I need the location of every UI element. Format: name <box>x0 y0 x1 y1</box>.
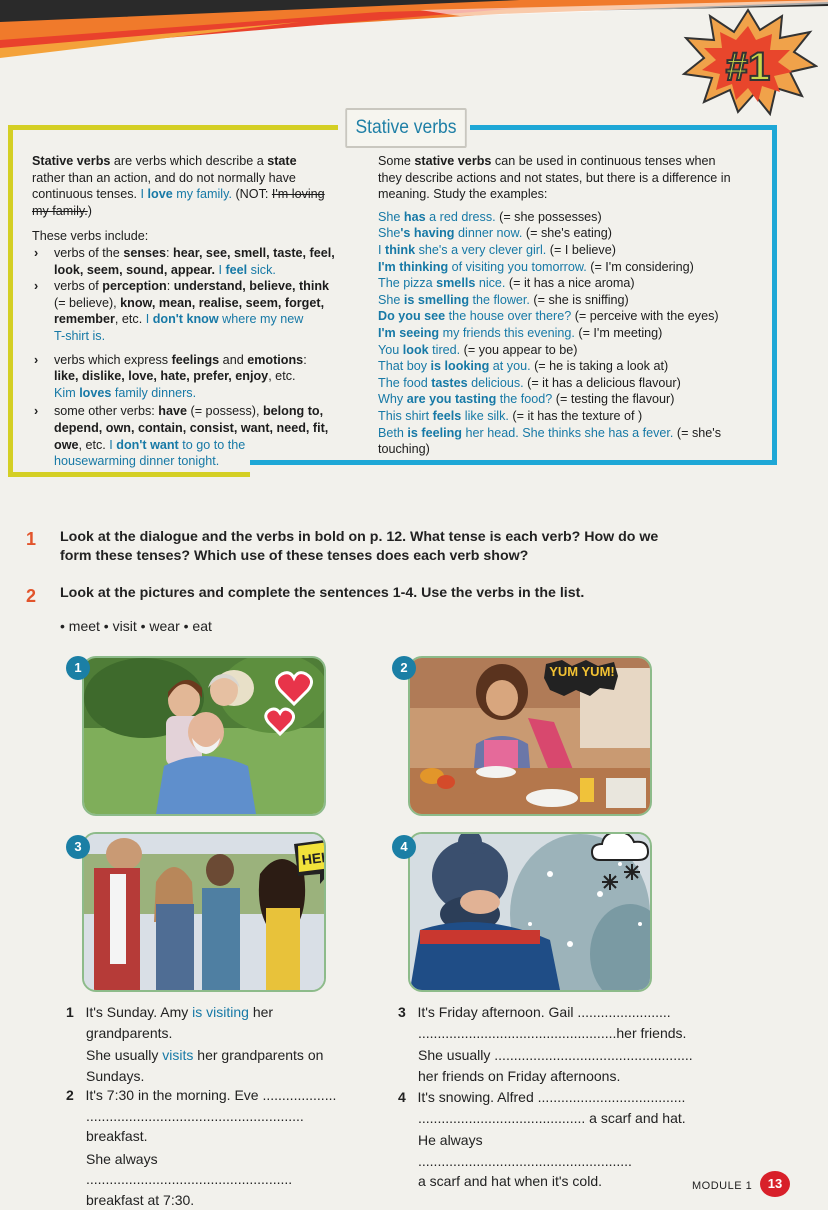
page-number: 13 <box>760 1171 790 1197</box>
frame-border-blue-top <box>470 125 777 130</box>
sentence-4: 4 It's snowing. Alfred ...................................... ........................................... a scarf and hat. He always ....................................................... a scarf and hat when it's cold. <box>398 1087 698 1192</box>
blank[interactable]: ........................................... a scarf and hat. <box>418 1109 686 1126</box>
exercise-1-number: 1 <box>26 529 37 549</box>
blank[interactable]: It's Friday afternoon. Gail ........................ <box>417 1004 671 1020</box>
frame-border-blue-right <box>772 125 777 465</box>
example-line: That boy is looking at you. (= he is taking a look at) <box>378 359 669 374</box>
example-line: I think she's a very clever girl. (= I believe) <box>378 242 616 257</box>
example-line: She is smelling the flower. (= she is sniffing) <box>378 292 629 307</box>
example-line: I'm thinking of visiting you tomorrow. (= I'm considering) <box>378 259 694 274</box>
picture-1-grandparents <box>82 656 326 816</box>
example-line: I'm seeing my friends this evening. (= I'm meeting) <box>378 325 663 340</box>
frame-border-yellow-top <box>8 125 338 130</box>
badge-text: #1 <box>725 45 771 89</box>
heart-stickers-icon <box>254 660 324 740</box>
exercise-1-instructions: Look at the dialogue and the verbs in bold on p. 12. What tense is each verb? How do we form these tenses? Which use of these tenses does each verb show? <box>60 529 659 564</box>
box-right-column: Some stative verbs can be used in continuous tenses when they describe actions and not states, but there is a difference in meaning. Study the examples: She has a red dress. (= she possesses) She's having dinner now. (= she's eating) I think she's a very clever girl. (= I believe) I'm thinking of visiting you tomorrow. (= I'm considering) The pizza smells nice. (= it has a nice aroma) She is smelling the flower. (= she is sniffing) Do you see the house over there? (= perceive with the eyes) I'm seeing my friends this evening. (= I'm meeting) You look tired. (= you appear to be) That boy is looking at you. (= he is taking a look at) The food tastes delicious. (= it has a delicious flavour) Why are you tasting the food? (= testing the flavour) This shirt feels like silk. (= it has the texture of ) Beth is feeling her head. She thinks she has a fever. (= she's touching) <box>378 153 770 458</box>
example-line: Do you see the house over there? (= perceive with the eyes) <box>378 309 719 324</box>
svg-text:YUM YUM!: YUM YUM! <box>549 664 615 679</box>
example-line: The pizza smells nice. (= it has a nice aroma) <box>378 276 635 291</box>
example-line: The food tastes delicious. (= it has a delicious flavour) <box>378 375 681 390</box>
picture-1-number: 1 <box>66 656 90 680</box>
box-title: Stative verbs <box>345 108 466 148</box>
example-line: This shirt feels like silk. (= it has the texture of ) <box>378 408 643 423</box>
picture-3-friends <box>82 832 350 992</box>
blank[interactable]: ...................................................her friends. <box>418 1024 687 1041</box>
list-item: › verbs of perception: understand, believe, think (= believe), know, mean, realise, seem, forget, remember, etc. I don't know where my new T-shirt is. <box>34 279 330 343</box>
sentence-3: 3 It's Friday afternoon. Gail ........................ ...................................................her friends. She usually ................................................... her friends on Friday afternoons. <box>398 1002 698 1086</box>
frame-border-yellow-left <box>8 125 13 477</box>
picture-2-number: 2 <box>392 656 416 680</box>
snow-cloud-icon <box>590 832 652 898</box>
include-heading: These verbs include: <box>32 229 149 244</box>
frame-border-yellow-bottom <box>8 472 250 477</box>
example-line: She has a red dress. (= she possesses) <box>378 209 602 224</box>
blank[interactable]: ........................................................ breakfast. <box>86 1107 304 1144</box>
yum-yum-sticker-icon <box>542 656 622 700</box>
blank[interactable]: It's snowing. Alfred ...................................... <box>417 1089 686 1105</box>
verb-list: • meet • visit • wear • eat <box>60 618 212 634</box>
badge-number-one-icon <box>678 8 818 118</box>
blank[interactable]: She always ..................................................... <box>86 1150 293 1187</box>
list-item: › verbs of the senses: hear, see, smell, taste, feel, look, seem, sound, appear. I feel sick. <box>34 245 335 277</box>
list-item: › verbs which express feelings and emotions: like, dislike, love, hate, prefer, enjoy, etc. Kim loves family dinners. <box>34 352 307 400</box>
term-stative-verbs: Stative verbs <box>32 154 111 168</box>
example-line: You look tired. (= you appear to be) <box>378 342 578 357</box>
exercise-2-number: 2 <box>26 586 37 606</box>
sentence-2: 2 It's 7:30 in the morning. Eve ................... ........................................................ breakfast. She always ..................................................... breakfast at 7:30. <box>66 1085 366 1210</box>
list-item: › some other verbs: have (= possess), belong to, depend, own, contain, consist, want, need, fit, owe, etc. I don't want to go to the housewarming dinner tonight. <box>34 404 329 469</box>
sentence-1: 1 It's Sunday. Amy is visiting her grandparents. She usually visits her grandparents on Sundays. <box>66 1004 324 1084</box>
picture-4-snow <box>408 832 652 992</box>
verb-category-list <box>32 245 352 470</box>
blank[interactable]: She usually ................................................... <box>418 1047 693 1063</box>
blank[interactable]: It's 7:30 in the morning. Eve ................... <box>85 1087 337 1103</box>
picture-3-number: 3 <box>66 835 90 859</box>
box-left-column: Stative verbs are verbs which describe a state rather than an action, and do not normally have continuous tenses. I love my family. (NOT: I'm loving my family.) These verbs include: › verbs of the senses: hear, see, smell, taste, feel, look, seem, sound, appear. I feel sick. › verbs of perception: understand, believe, think (= believe), know, mean, realise, seem, forget, remember, etc. I don't know where my new T-shirt is. › verbs which express feelings and emotions: like, dislike, love, hate, prefer, enjoy, etc. Kim loves family dinners. › some other verbs: have (= possess), belong to, depend, own, contain, consist, want, need, fit, owe, etc. I don't want to go to the housewarming dinner tonight. <box>32 153 352 470</box>
hello-sticker-icon <box>292 834 350 886</box>
example-line: She's having dinner now. (= she's eating) <box>378 226 612 241</box>
svg-text:HELLO: HELLO <box>300 846 350 868</box>
blank[interactable]: He always ....................................................... <box>418 1132 632 1169</box>
example-line: Why are you tasting the food? (= testing the flavour) <box>378 392 675 407</box>
picture-2-breakfast <box>408 656 652 816</box>
footer-module-label: MODULE 1 <box>692 1180 753 1192</box>
exercise-2-instructions: Look at the pictures and complete the sentences 1-4. Use the verbs in the list. <box>60 585 585 601</box>
example-list <box>378 209 770 425</box>
picture-4-number: 4 <box>392 835 416 859</box>
